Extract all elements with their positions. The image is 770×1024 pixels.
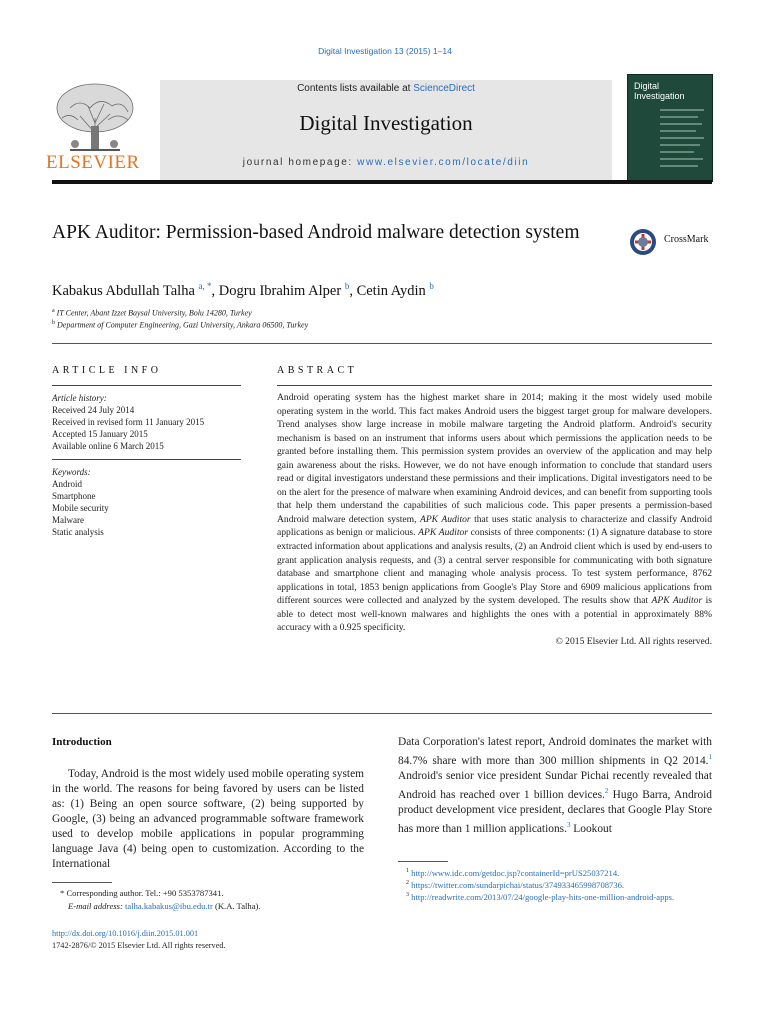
elsevier-wordmark: ELSEVIER [46,152,140,173]
article-info-rule [52,385,241,386]
homepage-prefix: journal homepage: [242,157,358,168]
intro-text: Lookout [570,822,612,835]
footnote-link[interactable]: http://readwrite.com/2013/07/24/google-play-hits-one-million-android-apps. [411,891,675,902]
journal-title: Digital Investigation [299,111,473,135]
history-item: Received 24 July 2014 [52,405,135,415]
author-separator: , [211,282,219,299]
cover-lines-graphic [658,105,706,175]
author-list [52,281,434,300]
author-affiliation-mark[interactable]: a, * [198,281,212,291]
abstract-text: that uses static analysis to characterize and classify Android applications as benign or malicious. [277,513,712,539]
intro-paragraph-right [398,735,712,837]
keyword-item: Smartphone [52,491,96,501]
footnote-mark: * [60,888,65,898]
history-item: Available online 6 March 2015 [52,441,164,451]
issn-line: 1742-2876/© 2015 Elsevier Ltd. All rights reserved. [52,940,226,950]
history-item: Accepted 15 January 2015 [52,429,148,439]
abstract-rule [277,385,712,386]
author-name: Cetin Aydin [356,282,426,299]
doi-link[interactable]: http://dx.doi.org/10.1016/j.diin.2015.01.001 [52,929,199,938]
affiliation-mark: a [52,308,55,314]
footnote-3 [398,889,698,903]
footnote-rule [52,882,112,883]
email-note [68,900,368,912]
keyword-item: Static analysis [52,527,104,537]
footnote-number: 3 [406,892,409,898]
footnote-ref[interactable]: 2 [604,786,609,795]
corresponding-author-note [60,887,360,899]
footnote-number: 2 [406,880,409,886]
abstract-emphasis: APK Auditor [651,595,703,607]
abstract-emphasis: APK Auditor [419,513,471,525]
intro-paragraph-left [52,767,364,872]
article-history [52,392,242,452]
affiliation-text: IT Center, Abant Izzet Baysal University, Bolu 14280, Turkey [56,308,252,318]
journal-reference[interactable]: Digital Investigation 13 (2015) 1–14 [318,46,452,56]
intro-text: Hugo Barra, Android product development vice president, declares that Google Play Store has more than 1 million applications. [398,788,713,835]
article-title: APK Auditor: Permission-based Android malware detection system [52,222,580,243]
email-link[interactable]: talha.kabakus@ibu.edu.tr [124,901,213,911]
intro-text: Data Corporation's latest report, Android dominates the market with 84.7% share with more than 300 million shipments in Q2 2014. [398,736,712,767]
doi-block [52,928,226,951]
affiliation-text: Department of Computer Engineering, Gazi University, Ankara 06500, Turkey [57,320,309,330]
header-rule [52,180,712,184]
footnote-ref[interactable]: 3 [566,820,571,829]
cover-title: Digital Investigation [634,81,685,101]
contents-prefix: Contents lists available at [297,83,414,94]
crossmark-label[interactable]: CrossMark [664,234,709,245]
keywords-block [52,466,242,538]
journal-homepage-line [160,157,612,168]
email-suffix: (K.A. Talha). [212,901,261,911]
author-affiliation-mark[interactable]: b [344,281,350,291]
footnote-number: 1 [406,868,409,874]
abstract-emphasis: APK Auditor [418,527,469,539]
abstract-heading: ABSTRACT [277,365,358,376]
keyword-item: Malware [52,515,84,525]
abstract-text: consists of three components: (1) A signature database to store extracted information about applications and analysis results, (2) an Android client which is used by end-users to grant application analysis requests, and (3) a central server responsible for communicating with both signature database and smartphone client and managing whole analysis process. To test system performance, 8762 applications in total, 1853 benign applications from Google's Play Store and 6909 malicious applications from different sources were collected and analyzed by the system developed. The results show that [277,527,712,607]
journal-homepage-link[interactable]: www.elsevier.com/locate/diin [357,157,530,168]
journal-cover-image[interactable] [627,74,713,182]
keywords-label: Keywords: [52,467,91,477]
affiliation-b [52,320,308,330]
contents-line [160,83,612,94]
author-separator: , [349,282,357,299]
introduction-heading: Introduction [52,736,112,748]
abstract-body [277,391,712,648]
author-affiliation-mark[interactable]: b [429,281,434,291]
history-label: Article history: [52,393,107,403]
keyword-item: Android [52,479,82,489]
footnote-link[interactable]: http://www.idc.com/getdoc.jsp?containerId=prUS25037214. [411,867,620,878]
keywords-rule [52,459,241,460]
affiliation-mark: b [52,320,55,326]
intro-text: Today, Android is the most widely used mobile operating system in the world. The reasons for being favored by users can be listed as: (1) Being an open source software, (2) being supported by Google, (3) being an advanced programmable software framework used to develop mobile applications in popular programming language Java (4) being open to customization. According to the International [52,768,364,871]
section-divider [52,343,712,344]
footnote-rule [398,861,448,862]
footnote-ref[interactable]: 1 [708,753,712,762]
footnote-link[interactable]: https://twitter.com/sundarpichai/status/374933465998708736. [411,879,625,890]
abstract-text: is able to detect most well-known malwares and highlights the ones with a potential in approximately 88% accuracy with a 0.925 specificity. [277,595,712,634]
keyword-item: Mobile security [52,503,109,513]
abstract-text: Android operating system has the highest market share in 2014; making it the most widely used mobile operating system in the world. This fact makes Android users the biggest target group for malware developers. Trend analyses show large increase in mobile malware targeting the Android platform. Android's security mechanism is based on an instrument that informs users about which permissions the application needs to be granted before installing them. This permission system provides an overview of the application and may help gain awareness about the risks. However, we do not have enough information to conclude that standard users read or digital investigators understand these permissions and their implications. Digital investigators need to be on the alert for the presence of malware when examining Android devices, and can benefit from supporting tools that help them understand the capabilities of such malicious code. This paper presents a permission-based Android malware detection system, [277,392,712,525]
copyright-line: © 2015 Elsevier Ltd. All rights reserved. [555,635,712,647]
body-divider [52,713,712,714]
history-item: Received in revised form 11 January 2015 [52,417,205,427]
author-name: Kabakus Abdullah Talha [52,282,195,299]
sciencedirect-link[interactable]: ScienceDirect [413,83,475,94]
author-name: Dogru Ibrahim Alper [218,282,342,299]
affiliation-a [52,308,252,318]
email-label: E-mail address: [68,901,123,911]
footnote-text: Corresponding author. Tel.: +90 5353787341. [66,888,224,898]
intro-text: Android's senior vice president Sundar Pichai recently revealed that Android has reached over 1 billion devices. [398,769,712,801]
article-info-heading: ARTICLE INFO [52,365,162,376]
